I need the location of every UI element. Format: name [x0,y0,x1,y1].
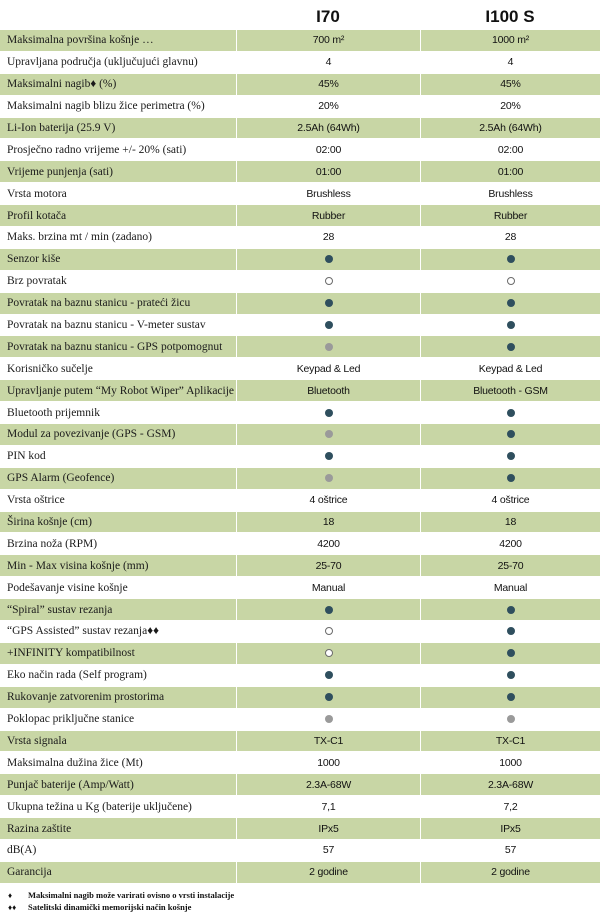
value-cell-i70 [236,643,420,664]
value-cell-i70 [236,512,420,533]
value-cell-i70 [236,249,420,270]
value-cell-i100s [420,796,600,817]
spec-label: GPS Alarm (Geofence) [7,472,115,485]
value-cell-i70 [236,183,420,204]
value-cell-i70 [236,840,420,861]
value-cell-i70 [236,380,420,401]
spec-value: 1000 [499,756,522,769]
header-model-i100s: I100 S [485,7,535,26]
value-cell-i70 [236,205,420,226]
spec-value: 57 [322,844,335,857]
value-cell-i100s [420,709,600,730]
spec-label: Povratak na baznu stanicu - GPS potpomognut [7,340,223,353]
value-cell-i70 [236,139,420,160]
spec-label: Rukovanje zatvorenim prostorima [7,691,165,704]
filled-dot-icon [507,321,515,329]
spec-value: Rubber [493,209,528,222]
value-cell-i70 [236,446,420,467]
spec-label: Korisničko sučelje [7,362,93,375]
value-cell-i100s [420,577,600,598]
value-cell-i100s [420,227,600,248]
spec-label: Eko način rada (Self program) [7,669,147,682]
spec-value: TX-C1 [495,734,526,747]
value-cell-i70 [236,468,420,489]
spec-value: 1000 [317,756,340,769]
value-cell-i70 [236,862,420,883]
spec-label: Širina košnje (cm) [7,516,92,529]
filled-dot-icon [325,299,333,307]
filled-dot-icon [325,693,333,701]
filled-dot-icon [325,671,333,679]
empty-circle-icon [507,277,515,285]
value-cell-i100s [420,774,600,795]
spec-value: IPx5 [500,822,521,835]
table-row [0,424,600,446]
spec-value: 7,2 [503,800,518,813]
table-row [0,555,600,577]
value-cell-i70 [236,293,420,314]
value-cell-i70 [236,227,420,248]
value-cell-i100s [420,555,600,576]
filled-dot-icon [507,671,515,679]
value-cell-i70 [236,490,420,511]
spec-value: 20% [318,100,339,113]
spec-label: PIN kod [7,450,46,463]
spec-label: Bluetooth prijemnik [7,406,100,419]
value-cell-i100s [420,336,600,357]
value-cell-i100s [420,139,600,160]
spec-value: 2.5Ah (64Wh) [297,122,360,134]
diamond-icon: ♦ [8,891,13,900]
table-row [0,315,600,337]
spec-label: Prosječno radno vrijeme +/- 20% (sati) [7,143,187,156]
value-cell-i70 [236,161,420,182]
spec-label: Povratak na baznu stanicu - V-meter sustav [7,319,206,332]
value-cell-i100s [420,424,600,445]
value-cell-i70 [236,424,420,445]
spec-label: Ukupna težina u Kg (baterije uključene) [7,800,192,813]
spec-value: 2 godine [309,866,348,879]
value-cell-i100s [420,30,600,51]
spec-value: 28 [322,231,335,244]
table-row [0,446,600,468]
spec-value: 700 m² [312,34,345,47]
value-cell-i100s [420,358,600,379]
spec-label: Brz povratak [7,275,67,288]
spec-label: dB(A) [7,844,37,857]
spec-value: 25-70 [497,559,524,572]
spec-value: 2.5Ah (64Wh) [479,122,542,134]
spec-value: 4 [325,56,332,69]
value-cell-i70 [236,796,420,817]
table-row [0,336,600,358]
double-diamond-icon: ♦♦ [8,903,17,912]
spec-value: Bluetooth [307,384,350,397]
value-cell-i70 [236,665,420,686]
spec-value: Brushless [306,187,351,200]
table-row [0,271,600,293]
value-cell-i100s [420,687,600,708]
table-row [0,796,600,818]
footnotes [8,889,598,913]
filled-dot-icon [507,474,515,482]
footnote [8,901,598,913]
spec-value: 18 [504,516,517,529]
value-cell-i100s [420,118,600,139]
table-row [0,52,600,74]
spec-label: Vrsta motora [7,187,67,200]
filled-dot-icon [325,606,333,614]
value-cell-i100s [420,818,600,839]
value-cell-i70 [236,731,420,752]
value-cell-i100s [420,249,600,270]
value-cell-i100s [420,752,600,773]
grey-dot-icon [325,430,333,438]
spec-value: 1000 m² [491,34,530,47]
table-row [0,774,600,796]
value-cell-i100s [420,490,600,511]
spec-value: 2 godine [491,866,530,879]
spec-label: Punjač baterije (Amp/Watt) [7,778,134,791]
table-row [0,380,600,402]
spec-label: Modul za povezivanje (GPS - GSM) [7,428,176,441]
value-cell-i100s [420,293,600,314]
spec-label: Vrsta signala [7,734,67,747]
value-cell-i70 [236,74,420,95]
value-cell-i100s [420,402,600,423]
spec-label: Profil kotača [7,209,67,222]
spec-value: 45% [500,78,521,91]
table-row [0,30,600,52]
footnote-text: Maksimalni nagib može varirati ovisno o vrsti instalacije [28,890,235,900]
grey-dot-icon [325,343,333,351]
spec-value: 45% [318,78,339,91]
value-cell-i70 [236,818,420,839]
table-row [0,840,600,862]
table-row [0,621,600,643]
table-row [0,161,600,183]
grey-dot-icon [325,474,333,482]
spec-label: Povratak na baznu stanicu - prateći žicu [7,297,191,310]
table-row [0,665,600,687]
footnote [8,889,598,901]
spec-value: TX-C1 [313,734,344,747]
filled-dot-icon [325,409,333,417]
table-row [0,862,600,884]
value-cell-i100s [420,183,600,204]
filled-dot-icon [507,693,515,701]
value-cell-i100s [420,665,600,686]
spec-value: 28 [504,231,517,244]
empty-circle-icon [325,277,333,285]
spec-label: Vrijeme punjenja (sati) [7,165,113,178]
spec-label: Vrsta oštrice [7,494,65,507]
spec-label: Upravljanje putem “My Robot Wiper” Aplikacije [7,384,235,397]
spec-value: 2.3A-68W [487,778,534,791]
table-row [0,139,600,161]
value-cell-i70 [236,621,420,642]
table-row [0,402,600,424]
value-cell-i100s [420,599,600,620]
value-cell-i70 [236,599,420,620]
spec-value: 02:00 [315,143,342,156]
header-model-i70: I70 [316,7,340,26]
spec-label: Garancija [7,866,52,879]
footnote-text: Satelitski dinamički memorijski način košnje [28,902,192,912]
table-row [0,709,600,731]
spec-label: Maksimalna površina košnje … [7,34,154,47]
table-row [0,818,600,840]
table-row [0,577,600,599]
spec-value: 20% [500,100,521,113]
value-cell-i70 [236,555,420,576]
table-row [0,512,600,534]
table-row [0,118,600,140]
spec-value: Bluetooth - GSM [473,384,548,397]
spec-label: Maksimalna dužina žice (Mt) [7,756,143,769]
value-cell-i100s [420,52,600,73]
empty-circle-icon [325,627,333,635]
value-cell-i100s [420,468,600,489]
value-cell-i70 [236,358,420,379]
table-row [0,249,600,271]
value-cell-i100s [420,731,600,752]
value-cell-i100s [420,96,600,117]
value-cell-i100s [420,446,600,467]
spec-value: Keypad & Led [296,362,361,375]
value-cell-i70 [236,402,420,423]
value-cell-i70 [236,687,420,708]
value-cell-i70 [236,271,420,292]
table-row [0,205,600,227]
table-row [0,183,600,205]
value-cell-i70 [236,577,420,598]
spec-value: Brushless [488,187,533,200]
value-cell-i70 [236,336,420,357]
value-cell-i100s [420,533,600,554]
filled-dot-icon [507,649,515,657]
spec-value: 57 [504,844,517,857]
table-row [0,293,600,315]
empty-circle-icon [325,649,333,657]
table-row [0,96,600,118]
table-row [0,74,600,96]
table-row [0,227,600,249]
grey-dot-icon [325,715,333,723]
spec-value: Manual [493,581,528,594]
table-row [0,533,600,555]
spec-label: Li-Ion baterija (25.9 V) [7,122,116,134]
table-row [0,358,600,380]
spec-value: 4 [507,56,514,69]
spec-value: 4200 [317,537,340,550]
value-cell-i100s [420,271,600,292]
value-cell-i70 [236,709,420,730]
spec-value: 7,1 [321,800,336,813]
value-cell-i70 [236,118,420,139]
filled-dot-icon [325,321,333,329]
spec-value: 4200 [499,537,522,550]
spec-label: Maksimalni nagib♦ (%) [7,78,117,91]
spec-label: “Spiral” sustav rezanja [7,603,113,616]
value-cell-i100s [420,621,600,642]
spec-value: Keypad & Led [478,362,543,375]
filled-dot-icon [325,452,333,460]
filled-dot-icon [325,255,333,263]
table-header [0,0,600,30]
table-row [0,752,600,774]
value-cell-i100s [420,161,600,182]
filled-dot-icon [507,255,515,263]
spec-value: IPx5 [318,822,339,835]
table-row [0,643,600,665]
spec-label: Senzor kiše [7,253,61,266]
filled-dot-icon [507,627,515,635]
spec-value: 4 oštrice [309,494,348,507]
spec-label: Poklopac priključne stanice [7,713,135,726]
table-row [0,490,600,512]
spec-label: Brzina noža (RPM) [7,537,98,550]
value-cell-i100s [420,315,600,336]
spec-label: Maksimalni nagib blizu žice perimetra (%) [7,100,205,113]
filled-dot-icon [507,606,515,614]
value-cell-i70 [236,96,420,117]
value-cell-i100s [420,74,600,95]
grey-dot-icon [507,715,515,723]
spec-value: 25-70 [315,559,342,572]
value-cell-i70 [236,752,420,773]
value-cell-i100s [420,643,600,664]
spec-value: Manual [311,581,346,594]
spec-label: Podešavanje visine košnje [7,581,128,594]
value-cell-i100s [420,512,600,533]
value-cell-i100s [420,380,600,401]
spec-value: 01:00 [497,165,524,178]
filled-dot-icon [507,299,515,307]
spec-value: 2.3A-68W [305,778,352,791]
value-cell-i70 [236,30,420,51]
spec-value: 4 oštrice [491,494,530,507]
filled-dot-icon [507,343,515,351]
table-body [0,30,600,884]
spec-label: “GPS Assisted” sustav rezanja♦♦ [7,625,159,638]
value-cell-i100s [420,840,600,861]
table-row [0,599,600,621]
spec-value: 18 [322,516,335,529]
value-cell-i70 [236,52,420,73]
spec-label: Upravljana područja (uključujući glavnu) [7,56,198,69]
spec-label: +INFINITY kompatibilnost [7,647,135,660]
spec-value: Rubber [311,209,346,222]
value-cell-i70 [236,533,420,554]
spec-label: Maks. brzina mt / min (zadano) [7,231,152,244]
spec-value: 02:00 [497,143,524,156]
spec-label: Razina zaštite [7,822,72,835]
filled-dot-icon [507,452,515,460]
value-cell-i70 [236,315,420,336]
spec-value: 01:00 [315,165,342,178]
filled-dot-icon [507,430,515,438]
table-row [0,731,600,753]
spec-label: Min - Max visina košnje (mm) [7,559,149,572]
table-row [0,687,600,709]
value-cell-i100s [420,205,600,226]
filled-dot-icon [507,409,515,417]
value-cell-i70 [236,774,420,795]
value-cell-i100s [420,862,600,883]
table-row [0,468,600,490]
